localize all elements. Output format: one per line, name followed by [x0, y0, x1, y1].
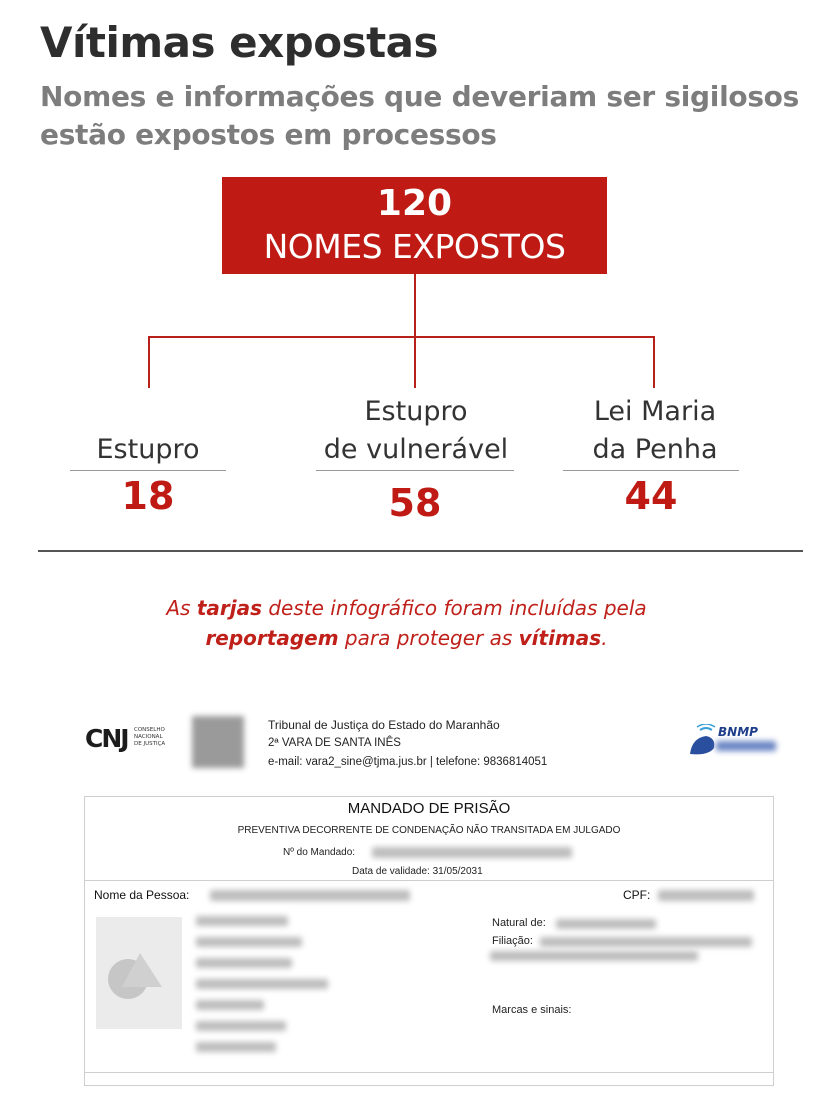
natural-redacted	[556, 919, 656, 929]
category-label: Estupro de vulnerável	[323, 396, 509, 465]
person-photo-placeholder	[96, 917, 182, 1029]
section-divider	[38, 550, 803, 552]
cpf-redacted	[658, 890, 754, 901]
person-detail-redacted	[196, 1021, 286, 1031]
category-label: Estupro	[96, 434, 200, 465]
category-value: 58	[388, 481, 442, 525]
photo-placeholder-icon	[96, 917, 182, 1029]
cpf-label: CPF:	[623, 888, 651, 902]
person-detail-redacted	[196, 1042, 276, 1052]
person-name-redacted	[210, 890, 410, 901]
document-title: MANDADO DE PRISÃO	[347, 800, 511, 817]
court-contact: e-mail: vara2_sine@tjma.jus.br | telefone: 9836814051	[268, 756, 548, 768]
page-subtitle: Nomes e informações que deveriam ser sigilosos estão expostos em processos	[40, 80, 799, 151]
person-detail-redacted	[196, 979, 328, 989]
marcas-label: Marcas e sinais:	[492, 1004, 572, 1016]
filiacao-redacted	[490, 951, 698, 961]
total-box	[222, 177, 607, 274]
total-value: 120	[376, 183, 453, 224]
mandado-number-label: Nº do Mandado:	[283, 847, 356, 858]
filiacao-redacted	[540, 937, 752, 947]
category-label: Lei Maria da Penha	[592, 396, 718, 465]
person-detail-redacted	[196, 958, 292, 968]
category-rule	[316, 470, 514, 471]
filiacao-label: Filiação:	[492, 935, 533, 947]
redaction-note: As tarjas deste infográfico foram incluídas pela reportagem para proteger as vítimas.	[166, 596, 647, 650]
bnmp-logo-subtext	[716, 741, 780, 751]
mandado-number-redacted	[372, 847, 572, 858]
category-value: 44	[624, 474, 678, 518]
court-name: Tribunal de Justiça do Estado do Maranhão	[268, 718, 500, 732]
category-value: 18	[121, 474, 175, 518]
person-detail-redacted	[196, 916, 288, 926]
connector-right	[653, 336, 655, 388]
person-detail-redacted	[196, 937, 302, 947]
connector-center	[414, 336, 416, 388]
natural-label: Natural de:	[492, 917, 546, 929]
connector-left	[148, 336, 150, 388]
cnj-logo: CNJ	[85, 724, 128, 753]
cnj-logo-text: CONSELHO NACIONAL DE JUSTIÇA	[134, 727, 166, 747]
connector-horizontal	[148, 336, 655, 338]
category-rule	[70, 470, 226, 471]
bnmp-logo-text: BNMP	[718, 725, 758, 739]
validity-date: Data de validade: 31/05/2031	[352, 866, 483, 877]
category-rule	[563, 470, 739, 471]
person-name-label: Nome da Pessoa:	[94, 888, 190, 902]
person-detail-redacted	[196, 1000, 264, 1010]
total-label: NOMES EXPOSTOS	[263, 227, 566, 266]
page-title: Vítimas expostas	[40, 18, 439, 67]
qr-code-redacted	[192, 716, 244, 768]
document-subtitle: PREVENTIVA DECORRENTE DE CONDENAÇÃO NÃO TRANSITADA EM JULGADO	[237, 825, 621, 836]
document-bottom-line	[84, 1072, 774, 1073]
connector-trunk	[414, 274, 416, 337]
document-divider	[84, 880, 774, 881]
court-vara: 2ª VARA DE SANTA INÊS	[268, 737, 401, 749]
